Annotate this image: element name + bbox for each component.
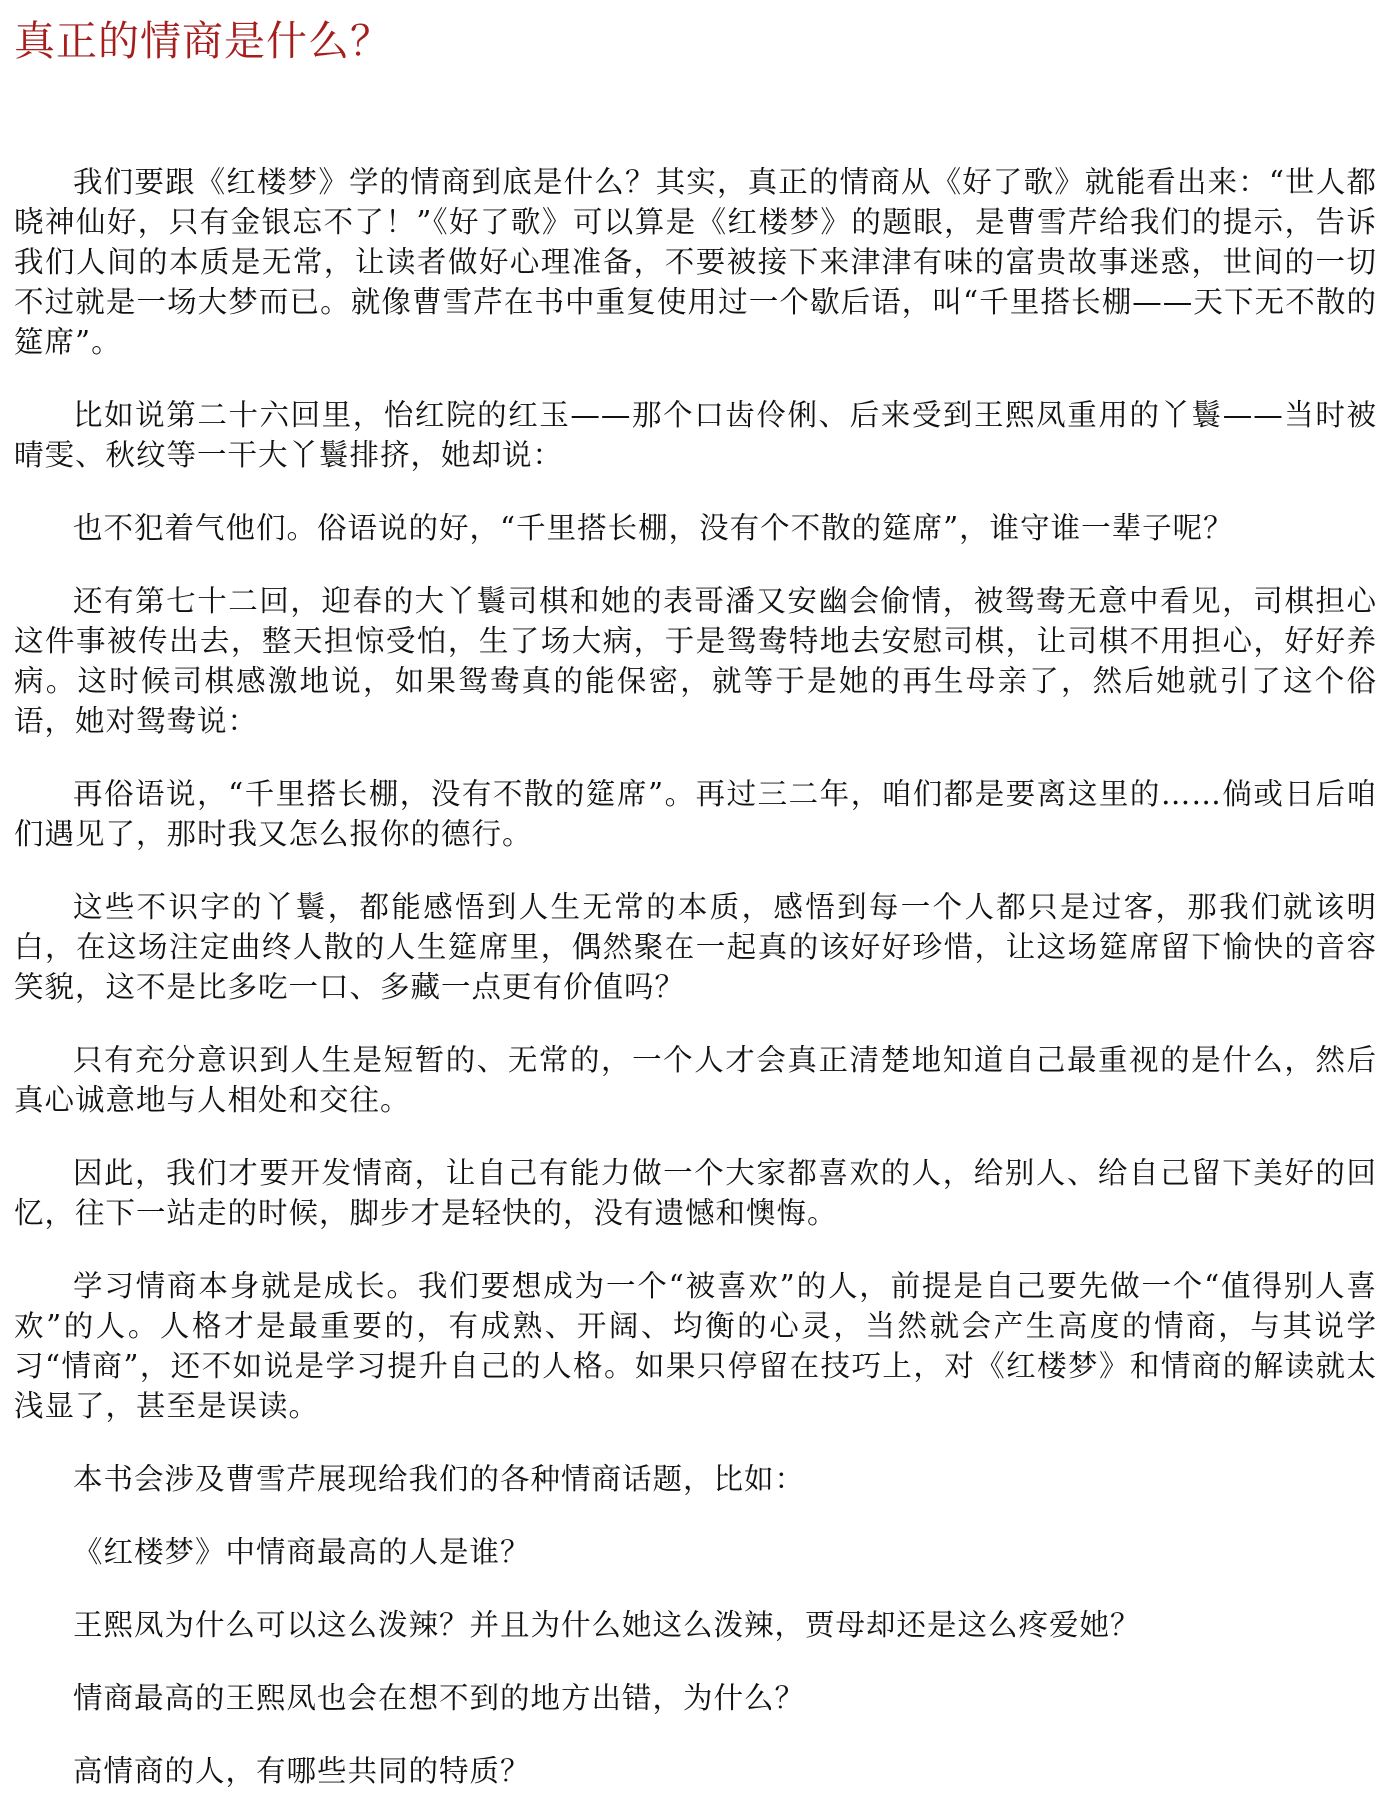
paragraph-7: 学习情商本身就是成长。我们要想成为一个“被喜欢”的人，前提是自己要先做一个“值得别人喜欢”的人。人格才是最重要的，有成熟、开阔、均衡的心灵，当然就会产生高度的情商，与其说学习“情商”，还不如说是学习提升自己的人格。如果只停留在技巧上，对《红楼梦》和情商的解读就太浅显了，甚至是误读。 (14, 1269, 1377, 1423)
quote-paragraph-1: 也不犯着气他们。俗语说的好，“千里搭长棚，没有个不散的筵席”，谁守谁一辈子呢？ (73, 511, 1234, 545)
question-3: 情商最高的王熙凤也会在想不到的地方出错，为什么？ (73, 1681, 806, 1715)
paragraph-6: 因此，我们才要开发情商，让自己有能力做一个大家都喜欢的人，给别人、给自己留下美好的回忆，往下一站走的时候，脚步才是轻快的，没有遗憾和懊悔。 (14, 1156, 1377, 1230)
page-title: 真正的情商是什么？ (14, 17, 392, 65)
question-1: 《红楼梦》中情商最高的人是谁？ (73, 1535, 531, 1569)
question-4: 高情商的人，有哪些共同的特质？ (73, 1754, 531, 1788)
paragraph-3: 还有第七十二回，迎春的大丫鬟司棋和她的表哥潘又安幽会偷情，被鸳鸯无意中看见，司棋担心这件事被传出去，整天担惊受怕，生了场大病，于是鸳鸯特地去安慰司棋，让司棋不用担心，好好养病。这时候司棋感激地说，如果鸳鸯真的能保密，就等于是她的再生母亲了，然后她就引了这个俗语，她对鸳鸯说： (14, 584, 1377, 738)
paragraph-2: 比如说第二十六回里，怡红院的红玉——那个口齿伶俐、后来受到王熙凤重用的丫鬟——当时被晴雯、秋纹等一干大丫鬟排挤，她却说： (14, 398, 1377, 472)
paragraph-5: 只有充分意识到人生是短暂的、无常的，一个人才会真正清楚地知道自己最重视的是什么，然后真心诚意地与人相处和交往。 (14, 1043, 1377, 1117)
paragraph-8: 本书会涉及曹雪芹展现给我们的各种情商话题，比如： (73, 1462, 806, 1496)
question-2: 王熙凤为什么可以这么泼辣？并且为什么她这么泼辣，贾母却还是这么疼爱她？ (73, 1608, 1141, 1642)
quote-paragraph-2: 再俗语说，“千里搭长棚，没有不散的筵席”。再过三二年，咱们都是要离这里的……倘或日后咱们遇见了，那时我又怎么报你的德行。 (14, 777, 1377, 851)
body-text (14, 162, 1377, 1791)
paragraph-4: 这些不识字的丫鬟，都能感悟到人生无常的本质，感悟到每一个人都只是过客，那我们就该明白，在这场注定曲终人散的人生筵席里，偶然聚在一起真的该好好珍惜，让这场筵席留下愉快的音容笑貌，这不是比多吃一口、多藏一点更有价值吗？ (14, 890, 1377, 1004)
paragraph-1: 我们要跟《红楼梦》学的情商到底是什么？其实，真正的情商从《好了歌》就能看出来：“世人都晓神仙好，只有金银忘不了！”《好了歌》可以算是《红楼梦》的题眼，是曹雪芹给我们的提示，告诉我们人间的本质是无常，让读者做好心理准备，不要被接下来津津有味的富贵故事迷惑，世间的一切不过就是一场大梦而已。就像曹雪芹在书中重复使用过一个歇后语，叫“千里搭长棚——天下无不散的筵席”。 (14, 165, 1377, 359)
